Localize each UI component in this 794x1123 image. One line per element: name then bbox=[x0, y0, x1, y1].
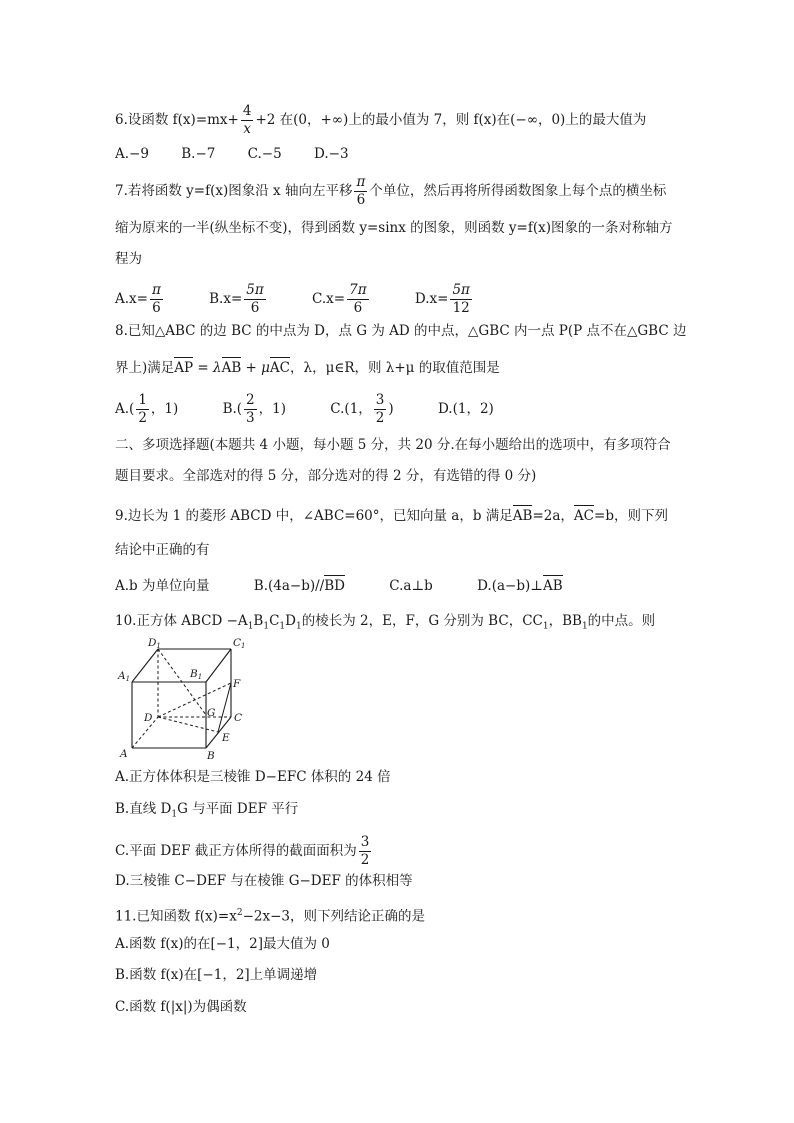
q8-option-b-num: 2 bbox=[246, 392, 255, 408]
q11-option-b: B.函数 f(x)在[−1，2]上单调递增 bbox=[115, 967, 318, 983]
q8-option-c-num: 3 bbox=[375, 392, 385, 408]
q10-option-b-suffix: G 与平面 DEF 平行 bbox=[177, 801, 299, 817]
section2-line1: 二、多项选择题(本题共 4 小题，每小题 5 分，共 20 分.在每小题给出的选项中，有多项符合 bbox=[115, 437, 671, 453]
q9-line2: 结论中正确的有 bbox=[115, 542, 210, 558]
q10-sub-d1: 1 bbox=[295, 621, 302, 632]
label-g: G bbox=[207, 707, 216, 719]
q8-option-a-frac bbox=[136, 392, 149, 427]
q10-sub-a1: 1 bbox=[247, 621, 254, 632]
q7-line2: 缩为原来的一半(纵坐标不变)，得到函数 y=sinx 的图象，则函数 y=f(x)图象的一条对称轴方 bbox=[115, 220, 673, 236]
q8-line2 bbox=[115, 359, 500, 377]
q11-sup: 2 bbox=[236, 908, 243, 918]
q9-line1 bbox=[115, 507, 668, 525]
q6-suffix: +2 在(0，+∞)上的最小值为 7，则 f(x)在(−∞，0)上的最大值为 bbox=[255, 112, 647, 128]
label-c1: C1 bbox=[233, 637, 246, 650]
q8-option-b-den: 3 bbox=[246, 410, 255, 426]
q10-option-b bbox=[115, 800, 298, 824]
q10-option-c bbox=[115, 834, 373, 869]
q11-option-a: A.函数 f(x)的在[−1，2]最大值为 0 bbox=[115, 936, 330, 952]
q6-prefix: 6.设函数 f(x)=mx+ bbox=[115, 112, 239, 128]
q10-stem-c: C bbox=[269, 613, 280, 629]
label-a1: A1 bbox=[118, 670, 131, 683]
q9-mid: =2a， bbox=[532, 508, 574, 524]
q8-eq: = λ bbox=[193, 360, 222, 376]
q9-option-d-prefix: D.(a−b)⊥ bbox=[477, 578, 543, 594]
q10-option-b-sub: 1 bbox=[171, 809, 178, 820]
q9-vector-ab: AB bbox=[512, 508, 533, 524]
q10-option-c-frac bbox=[359, 834, 372, 869]
q6-stem bbox=[115, 103, 646, 138]
q7-line1-suffix: 个单位，然后再将所得函数图象上每个点的横坐标 bbox=[369, 183, 667, 199]
q7-option-b-num: 5π bbox=[246, 282, 264, 298]
q8-option-b bbox=[223, 392, 286, 427]
q7-option-b-label: B.x= bbox=[209, 291, 243, 307]
q11-stem bbox=[115, 904, 425, 926]
q6-option-a: A.−9 bbox=[115, 146, 149, 162]
q10-option-a: A.正方体体积是三棱锥 D−EFC 体积的 24 倍 bbox=[115, 769, 391, 785]
q10-sub-c1: 1 bbox=[279, 621, 286, 632]
q8-option-a-suffix: ，1) bbox=[150, 401, 179, 417]
edge-b1-c1 bbox=[206, 649, 231, 682]
q10-option-b-prefix: B.直线 D bbox=[115, 801, 172, 817]
q7-option-d-den: 12 bbox=[452, 300, 470, 316]
q7-option-a-label: A.x= bbox=[115, 291, 148, 307]
q8-vector-ap: AP bbox=[174, 360, 194, 376]
q7-frac-num: π bbox=[356, 174, 366, 190]
q11-stem-prefix: 11.已知函数 f(x)=x bbox=[115, 908, 237, 925]
q9-option-a: A.b 为单位向量 bbox=[115, 578, 210, 594]
cube-figure bbox=[115, 635, 255, 760]
q10-option-d: D.三棱锥 C−DEF 与在棱锥 G−DEF 的体积相等 bbox=[115, 873, 413, 889]
q10-stem-a: 10.正方体 ABCD −A bbox=[115, 613, 248, 629]
segment-d-e bbox=[158, 717, 218, 732]
q9-option-b-prefix: B.(4a−b)// bbox=[253, 578, 325, 594]
q7-frac-den: 6 bbox=[356, 192, 366, 208]
q8-option-a-num: 1 bbox=[138, 392, 147, 408]
q8-option-c-prefix: C.(1， bbox=[330, 401, 372, 417]
q8-options bbox=[115, 392, 534, 427]
q7-option-d-label: D.x= bbox=[414, 291, 449, 307]
q7-option-b bbox=[209, 282, 268, 317]
q7-option-a-den: 6 bbox=[152, 300, 161, 316]
q7-line1-prefix: 7.若将函数 y=f(x)图象沿 x 轴向左平移 bbox=[115, 183, 353, 199]
q7-option-a-frac bbox=[150, 282, 163, 317]
q9-vector-ac: AC bbox=[573, 508, 595, 524]
q7-option-b-frac bbox=[244, 282, 265, 317]
q8-option-c-suffix: ) bbox=[388, 401, 394, 417]
label-a: A bbox=[120, 748, 128, 760]
q7-fraction bbox=[354, 174, 367, 209]
q9-option-d-vector: AB bbox=[542, 578, 563, 594]
q8-option-d: D.(1，2) bbox=[437, 401, 494, 417]
q10-sub-bb1: 1 bbox=[581, 621, 588, 632]
q10-stem bbox=[115, 612, 655, 636]
q7-line1 bbox=[115, 174, 666, 209]
q8-option-c-frac bbox=[374, 392, 387, 427]
q10-sub-cc1: 1 bbox=[542, 621, 549, 632]
label-c: C bbox=[234, 712, 243, 724]
q10-stem-d: D bbox=[285, 613, 296, 629]
section2-line2: 题目要求。全部选对的得 5 分，部分选对的得 2 分，有选错的得 0 分) bbox=[115, 468, 537, 484]
q8-option-c bbox=[330, 392, 393, 427]
q7-option-d-frac bbox=[450, 282, 471, 317]
q7-line3: 程为 bbox=[115, 251, 142, 267]
q7-option-c bbox=[312, 282, 371, 317]
q10-stem-f: ，BB bbox=[548, 613, 582, 629]
q7-option-c-label: C.x= bbox=[312, 291, 346, 307]
q7-options bbox=[115, 282, 514, 317]
q8-option-b-frac bbox=[244, 392, 257, 427]
q8-option-a bbox=[115, 392, 178, 427]
q8-plus-mu: + μ bbox=[241, 360, 270, 376]
q10-option-c-den: 2 bbox=[360, 852, 370, 868]
q10-sub-b1: 1 bbox=[263, 621, 270, 632]
q6-option-c: C.−5 bbox=[247, 146, 282, 162]
q6-option-d: D.−3 bbox=[314, 146, 349, 162]
q8-option-b-suffix: ，1) bbox=[258, 401, 286, 417]
q9-line1-prefix: 9.边长为 1 的菱形 ABCD 中，∠ABC=60°，已知向量 a，b 满足 bbox=[115, 508, 513, 524]
q9-option-b-vector: BD bbox=[324, 578, 345, 594]
edge-a1-d1 bbox=[132, 649, 158, 682]
q8-vector-ac: AC bbox=[269, 360, 291, 376]
q7-option-c-den: 6 bbox=[353, 300, 363, 316]
label-f: F bbox=[233, 678, 241, 690]
q6-frac-num: 4 bbox=[242, 103, 252, 119]
q7-option-a bbox=[115, 282, 165, 317]
q6-fraction bbox=[241, 103, 254, 138]
q8-vector-ab: AB bbox=[221, 360, 242, 376]
q7-option-c-frac bbox=[347, 282, 368, 317]
q11-option-c: C.函数 f(|x|)为偶函数 bbox=[115, 999, 247, 1015]
q8-line1: 8.已知△ABC 的边 BC 的中点为 D，点 G 为 AD 的中点，△GBC 内一点 P(P 点不在△GBC 边 bbox=[115, 323, 687, 339]
q7-option-b-den: 6 bbox=[250, 300, 260, 316]
q7-option-d bbox=[415, 282, 474, 317]
q8-option-b-prefix: B.( bbox=[222, 401, 243, 417]
q10-stem-e: 的棱长为 2，E，F，G 分别为 BC，CC bbox=[301, 613, 543, 629]
q10-stem-g: 的中点。则 bbox=[587, 613, 656, 629]
q9-option-d bbox=[477, 577, 563, 595]
label-d: D bbox=[144, 712, 153, 724]
q9-option-b bbox=[254, 577, 345, 595]
label-b: B bbox=[207, 750, 215, 760]
q10-option-c-prefix: C.平面 DEF 截正方体所得的截面面积为 bbox=[115, 843, 357, 859]
q10-option-c-num: 3 bbox=[360, 834, 370, 850]
q9-options bbox=[115, 577, 603, 595]
label-b1: B1 bbox=[190, 668, 203, 681]
q7-option-d-num: 5π bbox=[452, 282, 470, 298]
q8-option-a-prefix: A.( bbox=[115, 401, 135, 417]
label-e: E bbox=[222, 732, 230, 744]
q11-stem-suffix: −2x−3，则下列结论正确的是 bbox=[242, 908, 425, 925]
label-d1: D1 bbox=[148, 637, 161, 650]
q7-option-a-num: π bbox=[151, 282, 161, 298]
q6-options bbox=[115, 145, 377, 163]
q10-stem-b: B bbox=[253, 613, 264, 629]
q8-line2-prefix: 界上)满足 bbox=[115, 360, 175, 376]
q8-line2-suffix: ，λ，μ∈R，则 λ+μ 的取值范围是 bbox=[290, 360, 500, 376]
q9-option-c: C.a⊥b bbox=[389, 578, 433, 594]
q7-option-c-num: 7π bbox=[349, 282, 367, 298]
q6-frac-den: x bbox=[243, 121, 251, 137]
q8-option-c-den: 2 bbox=[375, 410, 385, 426]
q6-option-b: B.−7 bbox=[181, 146, 216, 162]
q9-line1-suffix: =b，则下列 bbox=[594, 508, 668, 524]
q8-option-a-den: 2 bbox=[138, 410, 147, 426]
